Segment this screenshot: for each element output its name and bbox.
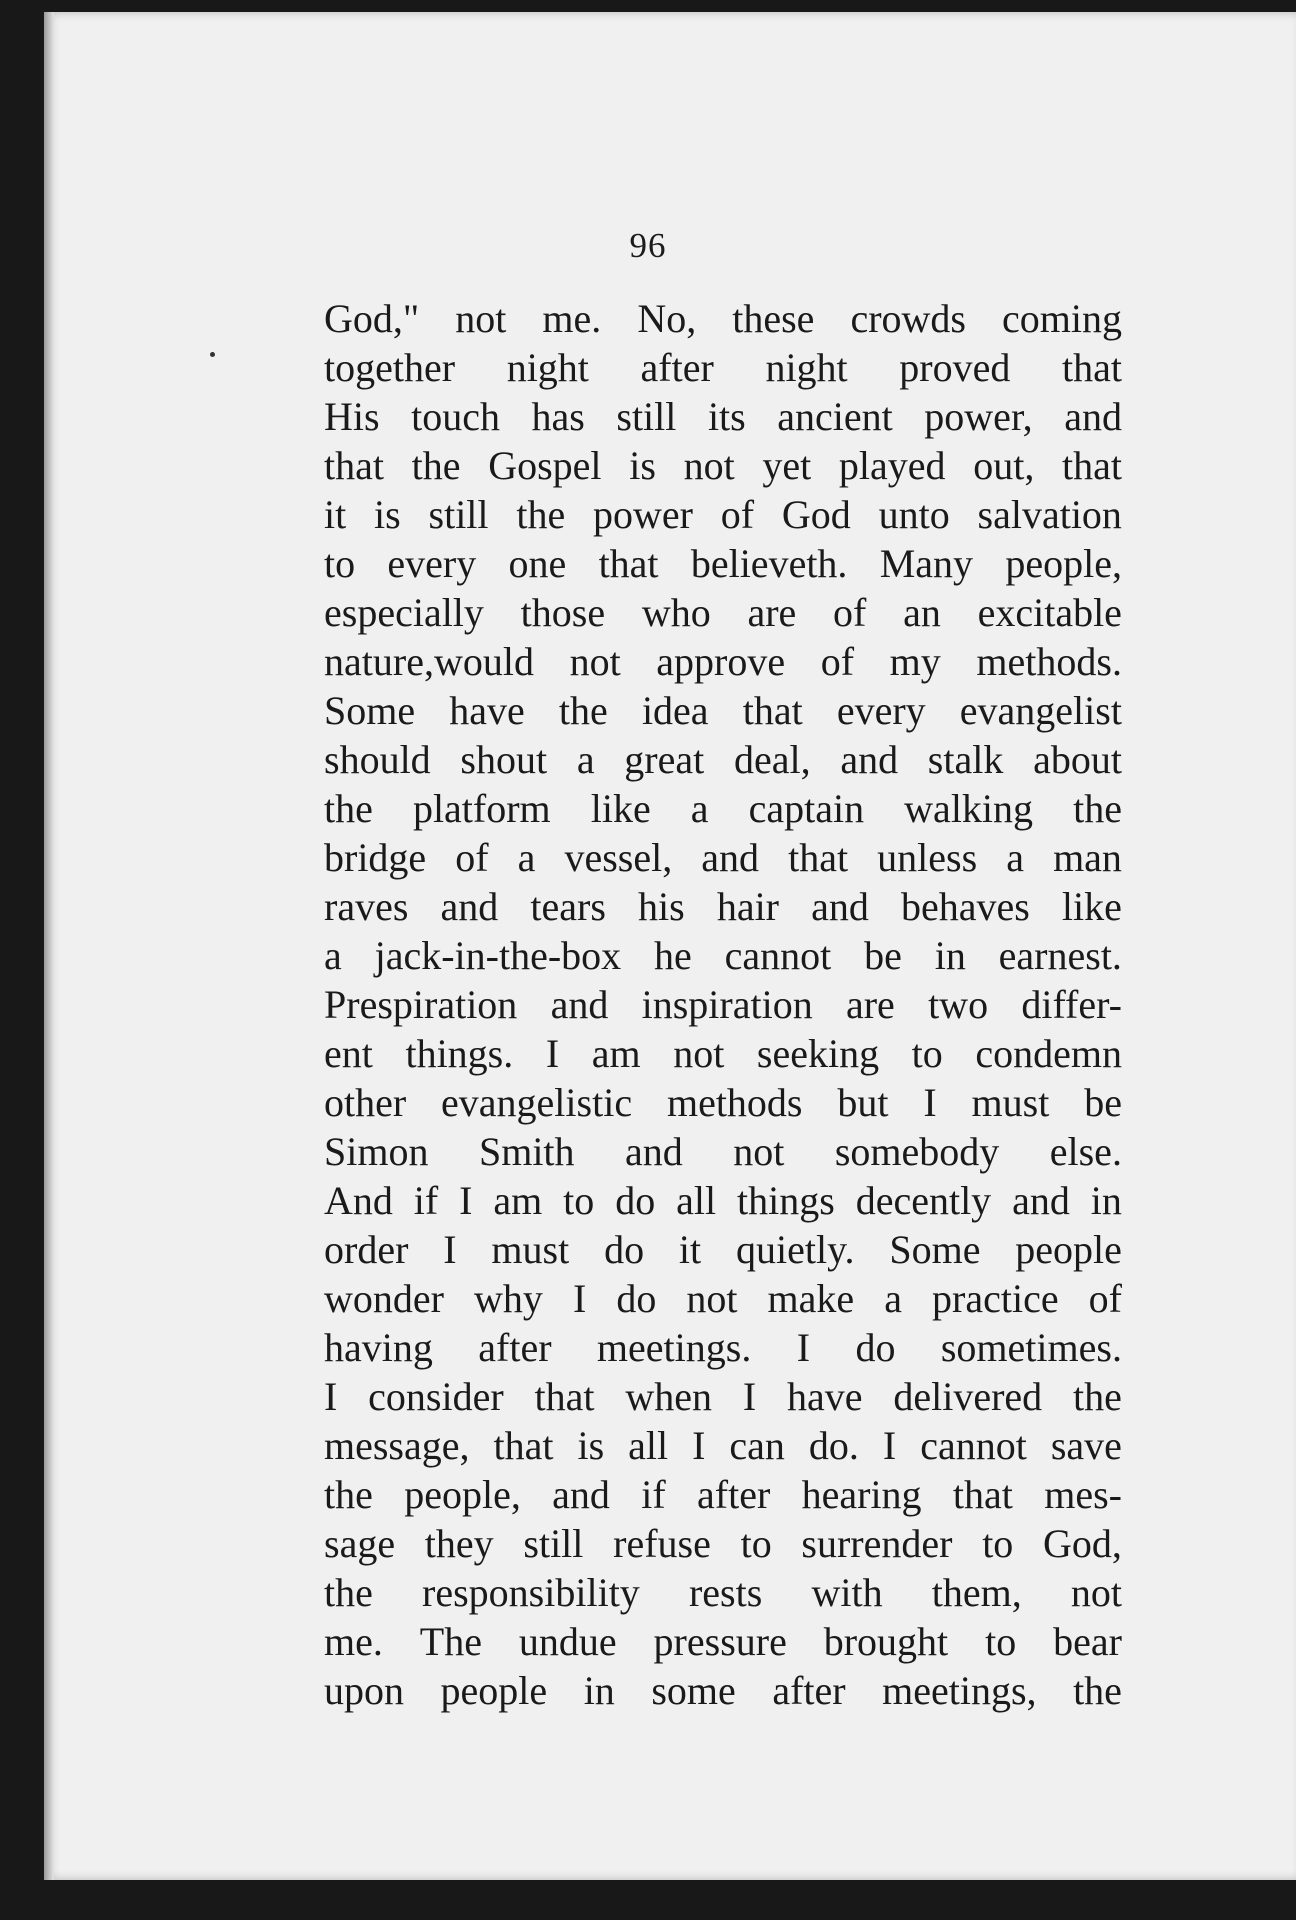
text-line: [324, 784, 1122, 833]
text-word: I: [742, 1374, 757, 1419]
text-word: like: [590, 786, 651, 831]
text-word: these: [732, 296, 815, 341]
text-line: [324, 735, 1122, 784]
text-word: that: [324, 443, 384, 488]
text-word: hearing: [801, 1472, 922, 1517]
text-word: are: [747, 590, 797, 635]
text-word: me.: [324, 1619, 383, 1664]
text-word: who: [641, 590, 711, 635]
text-word: vessel,: [564, 835, 673, 880]
text-word: proved: [899, 345, 1011, 390]
text-word: still: [428, 492, 489, 537]
text-word: people: [1015, 1227, 1122, 1272]
text-word: excitable: [977, 590, 1122, 635]
text-word: still: [523, 1521, 584, 1566]
text-word: His: [324, 394, 380, 439]
page-gutter-shadow: [44, 12, 54, 1880]
text-line: [324, 882, 1122, 931]
text-word: to: [563, 1178, 595, 1223]
text-line: [324, 441, 1122, 490]
text-word: bear: [1053, 1619, 1122, 1664]
text-word: wonder: [324, 1276, 444, 1321]
text-word: still: [616, 394, 677, 439]
text-word: should: [324, 737, 431, 782]
text-word: all: [676, 1178, 717, 1223]
text-word: be: [864, 933, 902, 978]
text-word: walking: [904, 786, 1034, 831]
text-word: have: [449, 688, 525, 733]
text-word: methods.: [976, 639, 1122, 684]
text-word: cannot: [724, 933, 832, 978]
text-word: earnest.: [998, 933, 1122, 978]
text-word: man: [1053, 835, 1122, 880]
text-word: Some: [889, 1227, 981, 1272]
text-word: not: [683, 443, 735, 488]
text-word: the: [411, 443, 461, 488]
text-line: [324, 539, 1122, 588]
text-word: that: [534, 1374, 595, 1419]
text-word: crowds: [850, 296, 966, 341]
text-line: [324, 833, 1122, 882]
text-word: not: [1070, 1570, 1122, 1615]
text-word: that: [742, 688, 803, 733]
text-word: and: [811, 884, 869, 929]
text-word: of: [820, 639, 855, 684]
text-word: upon: [324, 1668, 404, 1713]
text-word: must: [971, 1080, 1050, 1125]
text-word: things: [736, 1178, 835, 1223]
text-word: I: [459, 1178, 473, 1223]
text-line: [324, 1274, 1122, 1323]
text-word: differ-: [1021, 982, 1122, 1027]
text-line: [324, 294, 1122, 343]
text-word: do: [615, 1178, 656, 1223]
text-word: that: [1062, 345, 1122, 390]
text-word: the: [1073, 1374, 1122, 1419]
body-text: [324, 294, 1122, 1715]
text-word: and: [440, 884, 499, 929]
text-word: unto: [878, 492, 950, 537]
text-word: inspiration: [641, 982, 813, 1027]
text-word: played: [838, 443, 946, 488]
text-word: like: [1061, 884, 1122, 929]
text-word: it: [678, 1227, 702, 1272]
text-word: sometimes.: [940, 1325, 1122, 1370]
text-word: its: [707, 394, 746, 439]
text-line: [324, 490, 1122, 539]
text-word: things.: [405, 1031, 514, 1076]
text-word: evangelistic: [441, 1080, 633, 1125]
text-word: ancient: [777, 394, 893, 439]
text-word: with: [811, 1570, 883, 1615]
text-word: a: [884, 1276, 902, 1321]
text-line: [324, 1176, 1122, 1225]
text-line: [324, 1568, 1122, 1617]
text-word: I: [796, 1325, 811, 1370]
text-word: that: [788, 835, 849, 880]
text-word: his: [638, 884, 685, 929]
text-word: is: [374, 492, 401, 537]
text-word: am: [493, 1178, 543, 1223]
text-word: can: [729, 1423, 785, 1468]
text-word: two: [928, 982, 989, 1027]
text-word: shout: [460, 737, 548, 782]
page-number: 96: [629, 226, 667, 265]
text-word: cannot: [920, 1423, 1027, 1468]
text-word: not: [733, 1129, 785, 1174]
text-word: some: [651, 1668, 736, 1713]
text-word: do: [855, 1325, 896, 1370]
text-word: in: [1090, 1178, 1122, 1223]
text-word: No,: [637, 296, 697, 341]
text-line: [324, 1127, 1122, 1176]
text-word: message,: [324, 1423, 470, 1468]
text-word: me.: [542, 296, 602, 341]
text-word: not: [455, 296, 507, 341]
text-word: to: [982, 1521, 1014, 1566]
text-word: I: [324, 1374, 338, 1419]
ink-speck: [210, 352, 215, 357]
text-word: not: [569, 639, 621, 684]
text-word: believeth.: [690, 541, 848, 586]
text-word: them,: [931, 1570, 1022, 1615]
text-word: stalk: [927, 737, 1004, 782]
text-word: condemn: [975, 1031, 1122, 1076]
text-word: sage: [324, 1521, 396, 1566]
text-word: deal,: [733, 737, 811, 782]
text-line: [324, 980, 1122, 1029]
text-word: is: [629, 443, 656, 488]
text-word: a: [576, 737, 595, 782]
text-word: am: [591, 1031, 641, 1076]
text-word: out,: [973, 443, 1035, 488]
text-line: [324, 1617, 1122, 1666]
text-word: pressure: [653, 1619, 787, 1664]
text-word: practice: [932, 1276, 1059, 1321]
text-word: platform: [412, 786, 551, 831]
text-word: do: [616, 1276, 657, 1321]
text-word: of: [720, 492, 755, 537]
text-word: the: [324, 1472, 373, 1517]
text-word: coming: [1002, 296, 1122, 341]
text-word: night: [506, 345, 589, 390]
text-word: tears: [530, 884, 606, 929]
text-word: the: [516, 492, 566, 537]
text-word: and: [1012, 1178, 1070, 1223]
text-word: when: [625, 1374, 712, 1419]
text-word: an: [903, 590, 941, 635]
text-word: responsibility: [422, 1570, 640, 1615]
text-line: [324, 1225, 1122, 1274]
text-word: I: [443, 1227, 457, 1272]
text-word: people,: [404, 1472, 521, 1517]
text-word: people: [440, 1668, 548, 1713]
text-word: quietly.: [735, 1227, 855, 1272]
text-word: is: [577, 1423, 605, 1468]
text-line: [324, 686, 1122, 735]
text-word: captain: [748, 786, 865, 831]
text-word: after: [772, 1668, 846, 1713]
text-word: all: [628, 1423, 669, 1468]
text-word: of: [455, 835, 489, 880]
text-word: The: [419, 1619, 482, 1664]
text-word: methods: [666, 1080, 803, 1125]
text-word: those: [520, 590, 606, 635]
text-word: order: [324, 1227, 409, 1272]
text-word: to: [740, 1521, 772, 1566]
text-word: to: [985, 1619, 1017, 1664]
text-word: bridge: [324, 835, 427, 880]
text-word: and: [1064, 394, 1122, 439]
text-word: God,": [324, 296, 420, 341]
text-word: a: [690, 786, 709, 831]
text-word: Prespiration: [324, 982, 518, 1027]
text-word: undue: [518, 1619, 617, 1664]
text-word: about: [1033, 737, 1122, 782]
text-word: the: [1073, 1668, 1122, 1713]
text-word: touch: [411, 394, 500, 439]
text-word: every: [387, 541, 477, 586]
text-word: refuse: [613, 1521, 711, 1566]
text-word: yet: [762, 443, 812, 488]
text-line: [324, 1372, 1122, 1421]
text-word: to: [324, 541, 356, 586]
text-word: I: [572, 1276, 587, 1321]
text-word: make: [767, 1276, 855, 1321]
text-word: together: [324, 345, 456, 390]
text-line: [324, 1470, 1122, 1519]
text-line: [324, 1519, 1122, 1568]
text-word: seeking: [756, 1031, 880, 1076]
text-word: Smith: [478, 1129, 575, 1174]
text-word: decently: [855, 1178, 992, 1223]
text-word: And: [324, 1178, 393, 1223]
text-line: [324, 1029, 1122, 1078]
text-word: and: [701, 835, 760, 880]
text-line: [324, 637, 1122, 686]
text-word: the: [558, 688, 608, 733]
text-word: evangelist: [959, 688, 1122, 733]
text-word: are: [845, 982, 895, 1027]
text-word: and: [552, 1472, 610, 1517]
text-line: [324, 1078, 1122, 1127]
text-line: [324, 1323, 1122, 1372]
text-word: unless: [877, 835, 978, 880]
text-word: do: [604, 1227, 645, 1272]
text-word: rests: [688, 1570, 763, 1615]
text-word: why: [474, 1276, 543, 1321]
text-word: Some: [324, 688, 416, 733]
text-word: having: [324, 1325, 433, 1370]
text-word: the: [1073, 786, 1122, 831]
text-word: if: [413, 1178, 439, 1223]
text-word: I: [882, 1423, 897, 1468]
text-word: especially: [324, 590, 484, 635]
text-word: nature,would: [324, 639, 534, 684]
text-word: else.: [1049, 1129, 1122, 1174]
text-line: [324, 343, 1122, 392]
text-word: meetings.: [596, 1325, 752, 1370]
text-word: and: [840, 737, 899, 782]
text-word: I: [545, 1031, 560, 1076]
text-word: that: [598, 541, 659, 586]
text-word: approve: [656, 639, 786, 684]
text-word: people,: [1005, 541, 1122, 586]
text-line: [324, 1421, 1122, 1470]
text-word: after: [478, 1325, 552, 1370]
text-word: a: [1006, 835, 1024, 880]
text-word: behaves: [900, 884, 1030, 929]
text-word: has: [531, 394, 585, 439]
text-word: consider: [368, 1374, 504, 1419]
text-word: must: [491, 1227, 570, 1272]
text-word: night: [765, 345, 848, 390]
text-line: [324, 931, 1122, 980]
text-word: that: [493, 1423, 554, 1468]
text-word: jack-in-the-box: [374, 933, 622, 978]
text-word: I: [692, 1423, 706, 1468]
text-word: every: [836, 688, 926, 733]
text-word: it: [324, 492, 347, 537]
text-word: hair: [716, 884, 779, 929]
text-word: somebody: [834, 1129, 1000, 1174]
text-word: in: [934, 933, 966, 978]
text-word: Many: [879, 541, 974, 586]
text-word: after: [697, 1472, 771, 1517]
text-word: that: [1062, 443, 1122, 488]
text-word: the: [324, 786, 373, 831]
text-word: a: [517, 835, 536, 880]
text-word: after: [640, 345, 714, 390]
text-word: other: [324, 1080, 407, 1125]
text-word: he: [654, 933, 692, 978]
text-line: [324, 1666, 1122, 1715]
text-word: ent: [324, 1031, 373, 1076]
text-word: do.: [808, 1423, 859, 1468]
text-word: I: [923, 1080, 937, 1125]
text-word: brought: [823, 1619, 949, 1664]
text-line: [324, 588, 1122, 637]
text-word: save: [1050, 1423, 1122, 1468]
text-word: one: [508, 541, 567, 586]
text-word: Simon: [324, 1129, 429, 1174]
text-word: have: [787, 1374, 863, 1419]
text-word: to: [911, 1031, 943, 1076]
text-word: in: [583, 1668, 615, 1713]
text-word: meetings,: [882, 1668, 1037, 1713]
text-word: not: [686, 1276, 738, 1321]
text-word: mes-: [1044, 1472, 1122, 1517]
text-word: surrender: [801, 1521, 953, 1566]
text-word: delivered: [893, 1374, 1043, 1419]
text-word: great: [624, 737, 705, 782]
text-word: they: [424, 1521, 494, 1566]
text-word: power,: [924, 394, 1033, 439]
text-word: if: [641, 1472, 666, 1517]
text-word: that: [952, 1472, 1013, 1517]
text-word: but: [837, 1080, 889, 1125]
text-line: [324, 392, 1122, 441]
text-word: of: [1088, 1276, 1122, 1321]
text-word: a: [324, 933, 342, 978]
text-word: and: [625, 1129, 683, 1174]
text-word: the: [324, 1570, 373, 1615]
text-word: Gospel: [488, 443, 602, 488]
text-word: idea: [641, 688, 709, 733]
text-word: God: [781, 492, 851, 537]
text-word: be: [1084, 1080, 1122, 1125]
text-word: God,: [1043, 1521, 1122, 1566]
text-word: not: [673, 1031, 725, 1076]
text-word: salvation: [977, 492, 1122, 537]
text-word: power: [593, 492, 693, 537]
text-word: my: [889, 639, 941, 684]
text-word: raves: [324, 884, 409, 929]
text-word: and: [550, 982, 609, 1027]
text-word: of: [833, 590, 867, 635]
